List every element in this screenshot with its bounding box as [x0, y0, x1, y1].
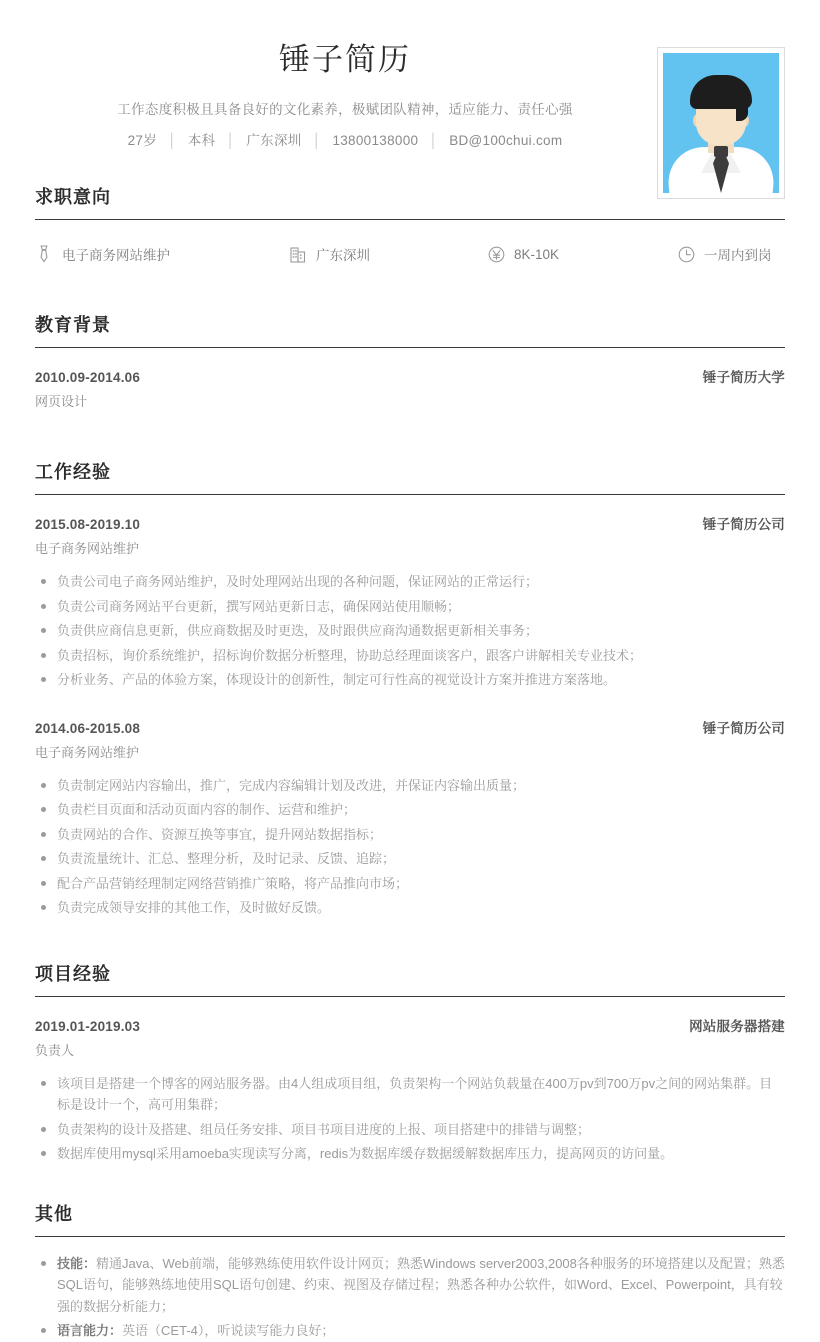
- section-education: [35, 312, 785, 411]
- meta-age: 27岁: [127, 133, 157, 148]
- list-item: 负责架构的设计及搭建、组员任务安排、项目书项目进度的上报、项目搭建中的排错与调整；: [35, 1119, 785, 1141]
- other-bullet-list: [35, 1253, 785, 1342]
- hair-side-shape: [736, 99, 748, 121]
- entry-date: 2015.08-2019.10: [35, 517, 141, 532]
- section-work-experience: [35, 459, 785, 919]
- tie-icon: [35, 245, 53, 263]
- section-divider: [35, 494, 785, 495]
- other-item-label: 技能：: [57, 1255, 97, 1271]
- header-text-block: [35, 38, 655, 151]
- entry-organization: 锤子简历公司: [702, 517, 785, 532]
- entry-header: [35, 1015, 785, 1035]
- project-entry: [35, 1015, 785, 1165]
- intention-position-label: 电子商务网站维护: [62, 248, 170, 263]
- meta-separator: │: [168, 133, 177, 148]
- meta-separator: │: [312, 133, 322, 148]
- intention-city: [289, 244, 487, 264]
- entry-bullet-list: [35, 1073, 785, 1165]
- list-item: 数据库使用mysql采用amoeba实现读写分离，redis为数据库缓存数据缓解数据库压力，提高网页的访问量。: [35, 1143, 785, 1165]
- list-item: 负责公司电子商务网站维护，及时处理网站出现的各种问题，保证网站的正常运行；: [35, 571, 785, 593]
- other-item-label: 语言能力：: [57, 1323, 123, 1338]
- section-divider: [35, 219, 785, 220]
- other-item-text: 英语（CET-4），听说读写能力良好；: [122, 1323, 335, 1338]
- intention-position: [35, 244, 289, 264]
- salary-yen-icon: [487, 245, 505, 263]
- list-item: 负责网站的合作、资源互换等事宜，提升网站数据指标；: [35, 824, 785, 846]
- list-item: 分析业务、产品的体验方案，体现设计的创新性，制定可行性高的视觉设计方案并推进方案落地。: [35, 669, 785, 691]
- list-item: [35, 1320, 785, 1342]
- intention-availability: [677, 244, 785, 264]
- entry-header: [35, 717, 785, 737]
- section-title: 其他: [35, 1203, 73, 1224]
- entry-subtitle: 网页设计: [35, 394, 88, 409]
- section-title: 教育背景: [35, 315, 111, 335]
- list-item: 负责供应商信息更新，供应商数据及时更迭，及时跟供应商沟通数据更新相关事务；: [35, 620, 785, 642]
- meta-phone: 13800138000: [332, 133, 419, 148]
- entry-header: [35, 366, 785, 386]
- entry-subtitle: 电子商务网站维护: [35, 541, 140, 556]
- list-item: 负责公司商务网站平台更新，撰写网站更新日志，确保网站使用顺畅；: [35, 596, 785, 618]
- page-title: 锤子简历: [279, 42, 411, 77]
- list-item: 负责流量统计、汇总、整理分析，及时记录、反馈、追踪；: [35, 848, 785, 870]
- entry-subtitle: 负责人: [35, 1042, 75, 1058]
- job-intention-row: [35, 244, 785, 264]
- clock-icon: [677, 245, 695, 263]
- entry-bullet-list: [35, 571, 785, 691]
- section-project-experience: [35, 961, 785, 1165]
- meta-separator: │: [429, 133, 439, 148]
- list-item: 配合产品营销经理制定网络营销推广策略，将产品推向市场；: [35, 873, 785, 895]
- section-divider: [35, 1236, 785, 1237]
- intention-availability-label: 一周内到岗: [704, 248, 772, 263]
- entry-bullet-list: [35, 775, 785, 919]
- meta-degree: 本科: [187, 133, 216, 148]
- meta-email: BD@100chui.com: [449, 133, 563, 148]
- intention-salary-label: 8K-10K: [514, 246, 560, 262]
- list-item: 该项目是搭建一个博客的网站服务器。由4人组成项目组，负责架构一个网站负载量在400万pv到700万pv之间的网站集群。目标是设计一个，高可用集群；: [35, 1073, 785, 1116]
- list-item: 负责招标，询价系统维护，招标询价数据分析整理，协助总经理面谈客户，跟客户讲解相关专业技术；: [35, 645, 785, 667]
- list-item: 负责完成领导安排的其他工作，及时做好反馈。: [35, 897, 785, 919]
- avatar: [657, 47, 785, 199]
- section-divider: [35, 347, 785, 348]
- section-title: 项目经验: [35, 963, 111, 984]
- entry-header: [35, 513, 785, 533]
- intention-salary: [487, 245, 677, 263]
- entry-subtitle: 电子商务网站维护: [35, 744, 140, 760]
- other-item-text: 精通Java、Web前端，能够熟练使用软件设计网页；熟悉Windows server2003,2008各种服务的环境搭建以及配置；熟悉SQL语句，能够熟练地使用SQL语句创建、约束、视图及存储过程；熟悉各种办公软件，如Word、Excel、Powerpoint，具有较强的数据分析能力；: [57, 1255, 785, 1314]
- section-other: [35, 1201, 785, 1342]
- work-entry: [35, 717, 785, 919]
- education-entry: [35, 366, 785, 411]
- entry-organization: 锤子简历公司: [702, 720, 785, 736]
- entry-date: 2010.09-2014.06: [35, 370, 141, 385]
- building-icon: [289, 245, 307, 263]
- resume-header: [35, 0, 785, 180]
- header-meta: [35, 131, 655, 151]
- list-item: 负责制定网站内容输出，推广，完成内容编辑计划及改进，并保证内容输出质量；: [35, 775, 785, 797]
- entry-organization: 锤子简历大学: [702, 370, 785, 385]
- header-tagline: 工作态度积极且具备良好的文化素养，极赋团队精神，适应能力、责任心强: [117, 102, 573, 117]
- section-title: 求职意向: [35, 187, 111, 207]
- meta-separator: │: [226, 133, 236, 148]
- section-divider: [35, 996, 785, 997]
- list-item: [35, 1253, 785, 1318]
- list-item: 负责栏目页面和活动页面内容的制作、运营和维护；: [35, 799, 785, 821]
- entry-date: 2014.06-2015.08: [35, 720, 141, 736]
- avatar-illustration: [663, 53, 779, 193]
- entry-organization: 网站服务器搭建: [689, 1018, 785, 1034]
- intention-city-label: 广东深圳: [316, 248, 370, 263]
- work-entry: [35, 513, 785, 691]
- entry-date: 2019.01-2019.03: [35, 1018, 141, 1034]
- meta-location: 广东深圳: [246, 133, 302, 148]
- section-title: 工作经验: [35, 462, 111, 482]
